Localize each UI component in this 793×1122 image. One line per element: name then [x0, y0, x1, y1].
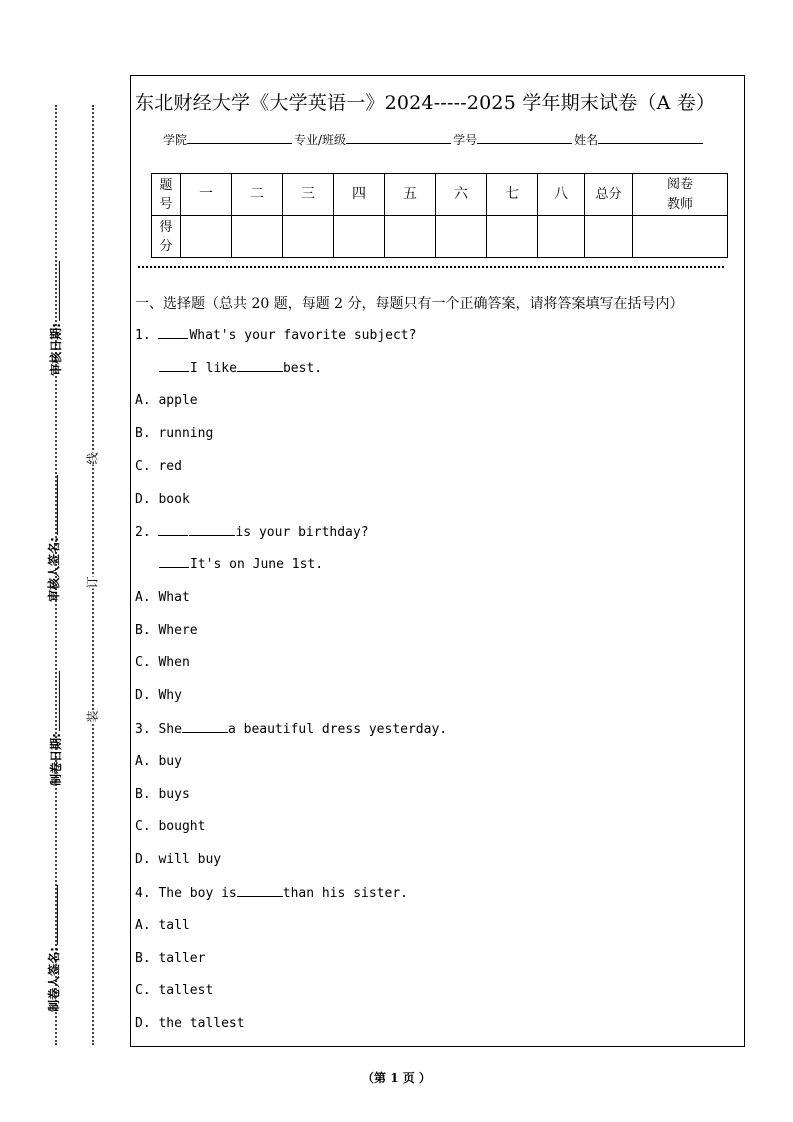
- exam-maker-signature-label: 制卷人签名:: [45, 885, 62, 1012]
- name-field[interactable]: [598, 131, 703, 144]
- option[interactable]: A. What: [135, 590, 190, 605]
- row-label-score: 得分: [152, 216, 181, 258]
- option[interactable]: A. buy: [135, 754, 182, 769]
- question-2-prompt: 2. is your birthday?: [135, 525, 369, 540]
- option[interactable]: C. red: [135, 459, 182, 474]
- score-cell[interactable]: [232, 216, 283, 258]
- binding-line-inner: [92, 105, 94, 1045]
- major-class-field[interactable]: [346, 131, 451, 144]
- option[interactable]: D. book: [135, 492, 190, 507]
- option[interactable]: B. Where: [135, 623, 198, 638]
- answer-blank[interactable]: [237, 885, 283, 897]
- binding-char-stitch: 装: [82, 710, 103, 722]
- major-class-label: 专业/班级: [294, 133, 347, 147]
- option[interactable]: B. buys: [135, 787, 190, 802]
- option[interactable]: D. Why: [135, 688, 182, 703]
- col-header: 六: [436, 174, 487, 216]
- col-header: 二: [232, 174, 283, 216]
- score-table: [151, 173, 728, 258]
- score-cell[interactable]: [487, 216, 538, 258]
- col-header: 五: [385, 174, 436, 216]
- college-field[interactable]: [187, 131, 292, 144]
- section-heading: 一、选择题（总共 20 题，每题 2 分，每题只有一个正确答案，请将答案填写在括号内）: [135, 296, 684, 312]
- answer-blank[interactable]: [189, 524, 235, 536]
- review-date-label: 审核日期:: [47, 261, 64, 376]
- option[interactable]: D. will buy: [135, 852, 222, 867]
- col-header: 三: [283, 174, 334, 216]
- col-header-grader: 阅卷教师: [633, 174, 728, 216]
- dotted-separator: [137, 265, 725, 269]
- score-cell[interactable]: [385, 216, 436, 258]
- answer-blank[interactable]: [182, 721, 228, 733]
- exam-made-date-label: 制卷日期:: [47, 671, 64, 786]
- col-header: 一: [181, 174, 232, 216]
- option[interactable]: C. tallest: [135, 983, 214, 998]
- question-1-prompt: 1. What's your favorite subject?: [135, 328, 417, 343]
- grader-cell[interactable]: [633, 216, 728, 258]
- question-4-prompt: 4. The boy is than his sister.: [135, 886, 408, 901]
- score-cell[interactable]: [436, 216, 487, 258]
- col-header: 七: [487, 174, 538, 216]
- option[interactable]: C. bought: [135, 819, 206, 834]
- name-label: 姓名: [574, 133, 599, 147]
- option[interactable]: B. running: [135, 426, 214, 441]
- option[interactable]: A. tall: [135, 918, 190, 933]
- binding-char-bind: 订: [82, 576, 103, 588]
- score-cell[interactable]: [334, 216, 385, 258]
- option[interactable]: A. apple: [135, 393, 198, 408]
- exam-title: 东北财经大学《大学英语一》2024-----2025 学年期末试卷（A 卷）: [135, 92, 716, 114]
- binding-char-line: 线: [82, 452, 103, 464]
- col-header: 八: [538, 174, 585, 216]
- reviewer-signature-label: 审核人签名:: [45, 475, 62, 602]
- question-1-answer-line: I like best.: [159, 360, 322, 377]
- answer-blank[interactable]: [237, 360, 283, 372]
- student-id-field[interactable]: [477, 131, 572, 144]
- col-header: 四: [334, 174, 385, 216]
- student-id-label: 学号: [453, 133, 478, 147]
- row-label-question-number: 题号: [152, 174, 181, 216]
- score-cell[interactable]: [283, 216, 334, 258]
- col-header-total: 总分: [585, 174, 633, 216]
- score-cell[interactable]: [538, 216, 585, 258]
- student-info-line: [163, 131, 705, 148]
- option[interactable]: B. taller: [135, 951, 206, 966]
- question-3-prompt: 3. She a beautiful dress yesterday.: [135, 722, 448, 737]
- score-cell[interactable]: [181, 216, 232, 258]
- college-label: 学院: [163, 133, 188, 147]
- option[interactable]: D. the tallest: [135, 1016, 245, 1031]
- option[interactable]: C. When: [135, 655, 190, 670]
- question-2-answer-line: It's on June 1st.: [159, 557, 323, 573]
- page-number: （第 1 页 ）: [362, 1071, 431, 1085]
- score-cell-total[interactable]: [585, 216, 633, 258]
